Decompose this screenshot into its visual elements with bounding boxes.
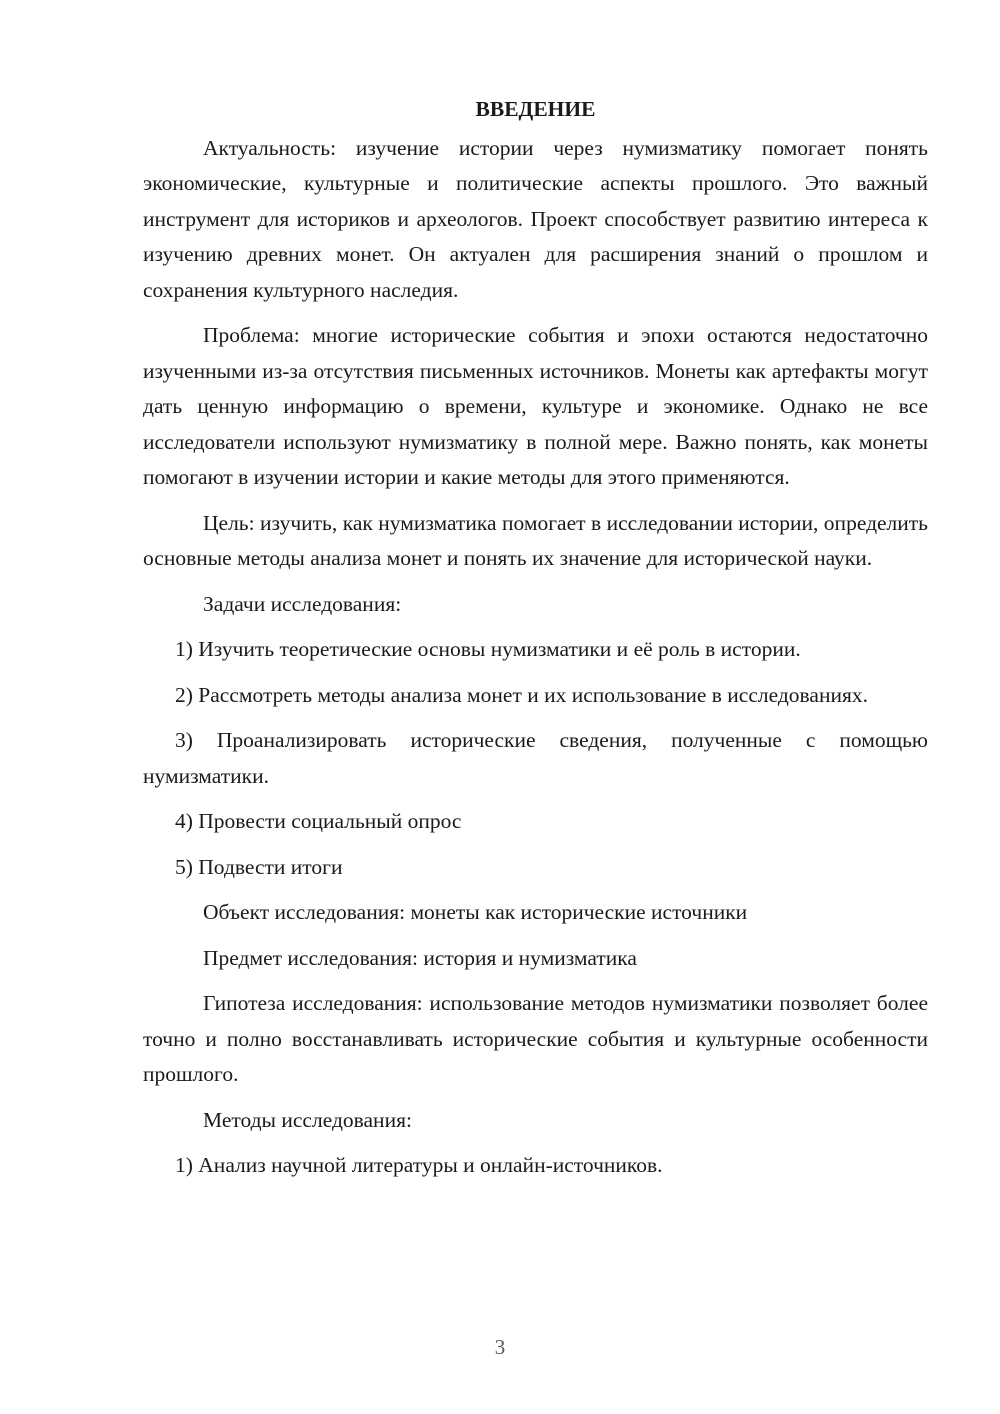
relevance-paragraph: Актуальность: изучение истории через нумизматику помогает понять экономические, культурные и политические аспекты прошлого. Это важный инструмент для историков и археологов. Проект способствует развитию интереса к изучению древних монет. Он актуален для расширения знаний о прошлом и сохранения культурного наследия. (143, 135, 928, 302)
research-object: Объект исследования: монеты как исторические источники (203, 900, 748, 924)
task-item-1: 1) Изучить теоретические основы нумизматики и её роль в истории. (175, 637, 801, 661)
page-number: 3 (494, 1335, 506, 1359)
tasks-heading: Задачи исследования: (203, 591, 402, 616)
goal-paragraph: Цель: изучить, как нумизматика помогает в исследовании истории, определить основные методы анализа монет и понять их значение для исторической науки. (143, 510, 928, 570)
method-item-1: 1) Анализ научной литературы и онлайн-источников. (175, 1153, 663, 1177)
task-item-5: 5) Подвести итоги (175, 854, 343, 879)
task-item-4: 4) Провести социальный опрос (175, 809, 462, 833)
problem-paragraph: Проблема: многие исторические события и эпохи остаются недостаточно изученными из-за отсутствия письменных источников. Монеты как артефакты могут дать ценную информацию о времени, культуре и экономике. Однако не все исследователи используют нумизматику в полной мере. Важно понять, как монеты помогают в изучении истории и какие методы для этого применяются. (143, 323, 928, 489)
research-subject: Предмет исследования: история и нумизматика (203, 945, 637, 970)
task-item-2: 2) Рассмотреть методы анализа монет и их использование в исследованиях. (175, 682, 868, 707)
section-title: ВВЕДЕНИЕ (475, 97, 596, 121)
methods-heading: Методы исследования: (203, 1107, 412, 1132)
research-hypothesis: Гипотеза исследования: использование методов нумизматики позволяет более точно и полно восстанавливать исторические события и культурные особенности прошлого. (143, 991, 928, 1086)
task-item-3: 3) Проанализировать исторические сведения, полученные с помощью нумизматики. (143, 728, 928, 788)
document-page (143, 92, 928, 1194)
